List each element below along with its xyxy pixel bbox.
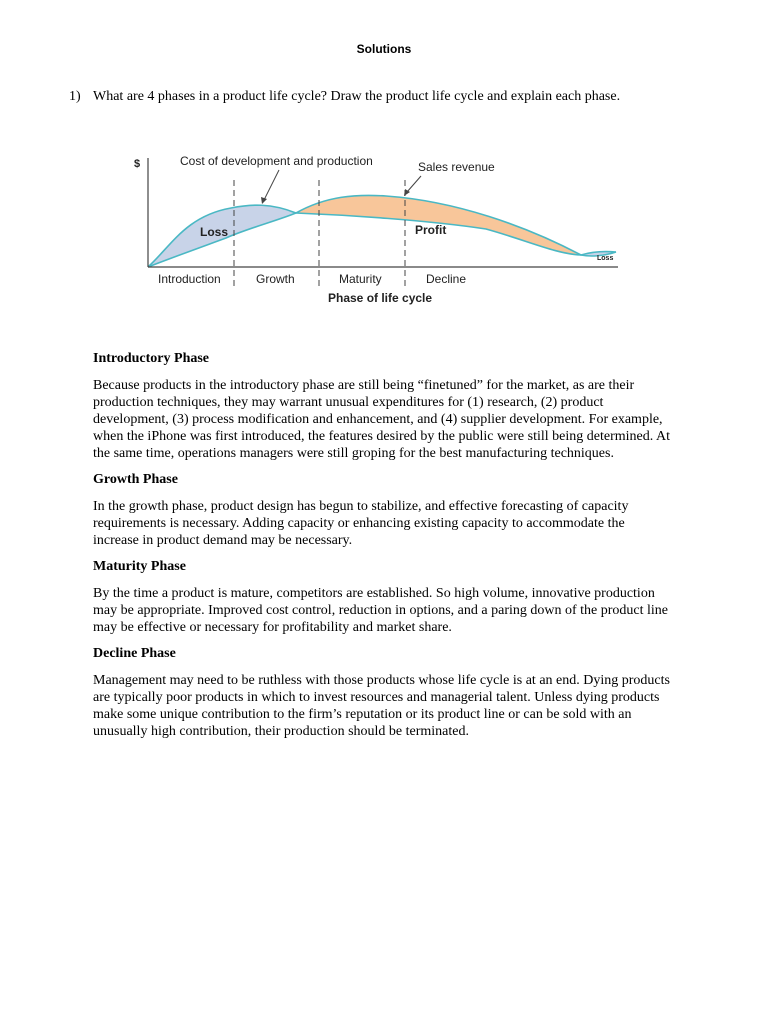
section-heading: Introductory Phase <box>93 351 210 366</box>
life-cycle-diagram <box>126 146 626 316</box>
section-maturity <box>93 558 673 636</box>
phase-explanations <box>93 350 673 749</box>
cost-arrow <box>264 170 279 200</box>
sales-arrow <box>407 176 421 192</box>
section-decline <box>93 645 673 740</box>
section-body: By the time a product is mature, competitors are established. So high volume, innovative production may be appropriate. Improved cost control, reduction in options, and a paring down of the product line may be effective or necessary for profitability and market share. <box>93 586 669 635</box>
section-body: In the growth phase, product design has begun to stabilize, and effective forecasting of capacity requirements is necessary. Adding capacity or enhancing existing capacity to accommodate the increase in product demand may be necessary. <box>93 499 629 548</box>
phase-label-maturity: Maturity <box>339 272 382 286</box>
section-growth <box>93 471 673 549</box>
section-heading: Decline Phase <box>93 646 176 661</box>
section-body: Because products in the introductory phase are still being “finetuned” for the market, as are their production techniques, they may warrant unusual expenditures for (1) research, (2) product development, (3) process modification and enhancement, and (4) supplier development. For example, when the iPhone was first introduced, the features desired by the public were still being determined. At the same time, operations managers were still groping for the best manufacturing techniques. <box>93 378 670 461</box>
page-title: Solutions <box>356 42 412 56</box>
y-axis-symbol: $ <box>134 158 141 170</box>
loss-small-label: Loss <box>597 255 614 262</box>
question-number: 1) <box>69 89 81 104</box>
product-life-cycle-figure <box>126 146 626 316</box>
section-heading: Growth Phase <box>93 472 178 487</box>
phase-label-introduction: Introduction <box>158 272 221 286</box>
phase-label-decline: Decline <box>426 272 467 286</box>
question <box>69 88 669 105</box>
cost-label: Cost of development and production <box>180 154 373 168</box>
phase-label-growth: Growth <box>256 272 295 286</box>
cost-arrowhead <box>261 197 267 204</box>
section-heading: Maturity Phase <box>93 559 186 574</box>
sales-label: Sales revenue <box>418 160 495 174</box>
x-axis-title: Phase of life cycle <box>328 291 433 305</box>
question-text: What are 4 phases in a product life cycle? Draw the product life cycle and explain each phase. <box>93 89 621 104</box>
section-body: Management may need to be ruthless with those products whose life cycle is at an end. Dying products are typically poor products in which to invest resources and managerial talent. Unless dying products make some unique contribution to the firm’s reputation or its product line or can be sold with an unusually high contribution, their production should be terminated. <box>93 673 670 739</box>
loss-label: Loss <box>200 225 229 239</box>
profit-label: Profit <box>415 223 447 237</box>
section-introductory <box>93 350 673 462</box>
